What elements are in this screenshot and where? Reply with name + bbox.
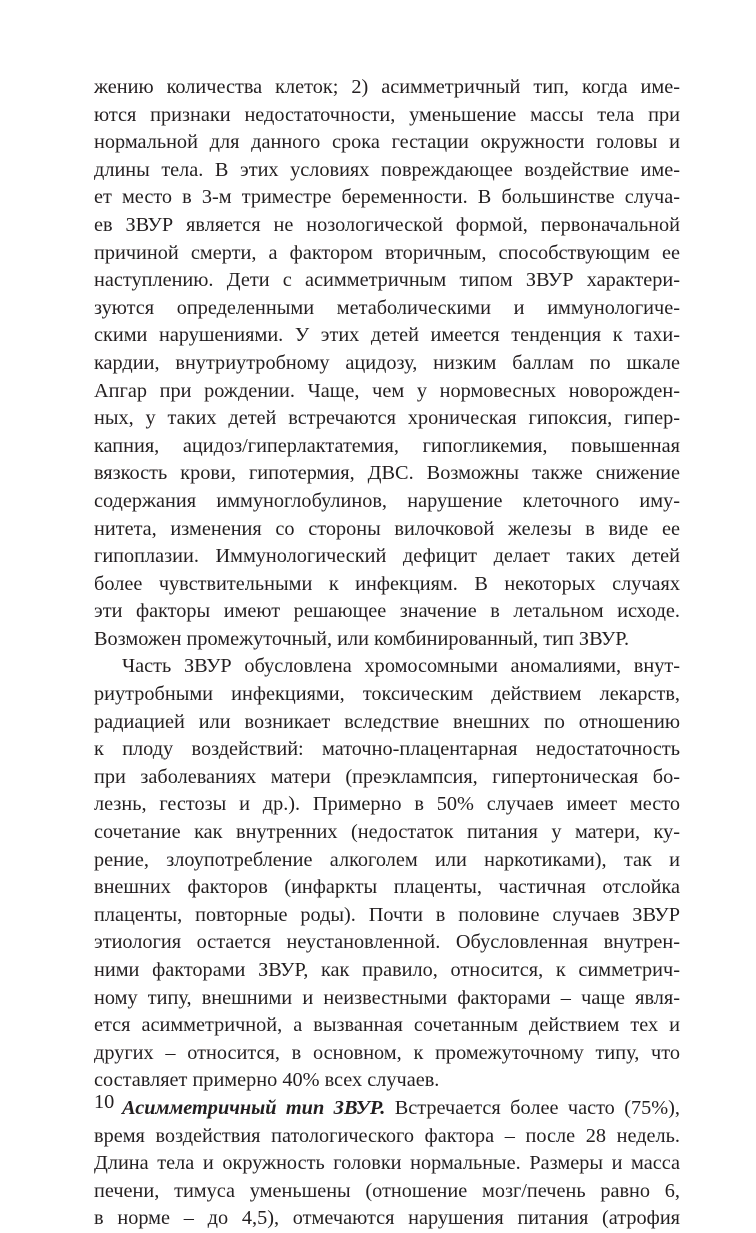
text-line: нитета, изменения со стороны вилочковой железы в виде ее bbox=[94, 517, 680, 540]
text-line: ними факторами ЗВУР, как правило, относится, к симметрич- bbox=[94, 959, 680, 981]
text-line: плаценты, повторные роды). Почти в половине случаев ЗВУР bbox=[94, 903, 680, 926]
text-line: содержания иммуноглобулинов, нарушение клеточного иму- bbox=[94, 489, 680, 512]
text-line: ному типу, внешними и неизвестными факторами – чаще явля- bbox=[94, 986, 680, 1009]
paragraph-2 bbox=[94, 653, 680, 1095]
page-number: 10 bbox=[94, 1091, 115, 1113]
text-line: в норме – до 4,5), отмечаются нарушения питания (атрофия bbox=[94, 1207, 680, 1230]
text-line: зуются определенными метаболическими и иммунологиче- bbox=[94, 296, 680, 319]
text-line: Возможен промежуточный, или комбинированный, тип ЗВУР. bbox=[94, 627, 630, 650]
text-line: этиология остается неустановленной. Обусловленная внутрен- bbox=[94, 931, 680, 954]
text-line: вязкость крови, гипотермия, ДВС. Возможны также снижение bbox=[94, 462, 680, 485]
paragraph-3 bbox=[94, 1095, 680, 1233]
text-line: к плоду воздействий: маточно-плацентарная недостаточность bbox=[94, 738, 680, 761]
text-line: Длина тела и окружность головки нормальные. Размеры и масса bbox=[94, 1152, 680, 1175]
text-line: кардии, внутриутробному ацидозу, низким баллам по шкале bbox=[94, 351, 680, 374]
section-heading: Асимметричный тип ЗВУР. bbox=[122, 1096, 386, 1119]
text-line: ев ЗВУР является не нозологической формой, первоначальной bbox=[94, 213, 680, 236]
text-line: сочетание как внутренних (недостаток питания у матери, ку- bbox=[94, 821, 680, 844]
text-line: ет место в 3-м триместре беременности. В большинстве случа- bbox=[94, 186, 680, 209]
text-line: ных, у таких детей встречаются хроническая гипоксия, гипер- bbox=[94, 407, 680, 430]
text-line bbox=[94, 1095, 680, 1123]
text-line: причиной смерти, а фактором вторичным, способствующим ее bbox=[94, 241, 680, 264]
text-line: гипоплазии. Иммунологический дефицит делает таких детей bbox=[94, 545, 680, 568]
text-line: Часть ЗВУР обусловлена хромосомными аномалиями, внут- bbox=[122, 655, 680, 678]
text-run: Встречается более часто (75%), bbox=[385, 1096, 680, 1119]
text-line: внешних факторов (инфаркты плаценты, частичная отслойка bbox=[94, 876, 680, 899]
text-line: Апгар при рождении. Чаще, чем у нормовесных новорожден- bbox=[94, 379, 680, 402]
text-line: эти факторы имеют решающее значение в летальном исходе. bbox=[94, 600, 680, 623]
text-line: жению количества клеток; 2) асимметричный тип, когда име- bbox=[94, 76, 680, 98]
text-line: лезнь, гестозы и др.). Примерно в 50% случаев имеет место bbox=[94, 793, 680, 816]
text-line: рение, злоупотребление алкоголем или наркотиками), так и bbox=[94, 848, 680, 871]
text-line: наступлению. Дети с асимметричным типом ЗВУР характери- bbox=[94, 269, 680, 292]
text-line: риутробными инфекциями, токсическим действием лекарств, bbox=[94, 683, 680, 706]
text-line: печени, тимуса уменьшены (отношение мозг/печень равно 6, bbox=[94, 1179, 680, 1202]
text-line: радиацией или возникает вследствие внешних по отношению bbox=[94, 710, 680, 733]
text-line: составляет примерно 40% всех случаев. bbox=[94, 1069, 440, 1092]
paragraph-1 bbox=[94, 74, 680, 653]
text-line: при заболеваниях матери (преэклампсия, гипертоническая бо- bbox=[94, 765, 680, 788]
text-line: других – относится, в основном, к промежуточному типу, что bbox=[94, 1041, 680, 1064]
text-line: скими нарушениями. У этих детей имеется тенденция к тахи- bbox=[94, 324, 680, 347]
body-text bbox=[94, 74, 680, 1233]
text-line: нормальной для данного срока гестации окружности головы и bbox=[94, 131, 680, 154]
text-line: капния, ацидоз/гиперлактатемия, гипогликемия, повышенная bbox=[94, 434, 680, 457]
text-line: ется асимметричной, а вызванная сочетанным действием тех и bbox=[94, 1014, 680, 1037]
text-line: время воздействия патологического фактора – после 28 недель. bbox=[94, 1124, 680, 1147]
text-line: длины тела. В этих условиях повреждающее воздействие име- bbox=[94, 158, 680, 181]
text-line: ются признаки недостаточности, уменьшение массы тела при bbox=[94, 103, 680, 126]
text-line: более чувствительными к инфекциям. В некоторых случаях bbox=[94, 572, 680, 595]
